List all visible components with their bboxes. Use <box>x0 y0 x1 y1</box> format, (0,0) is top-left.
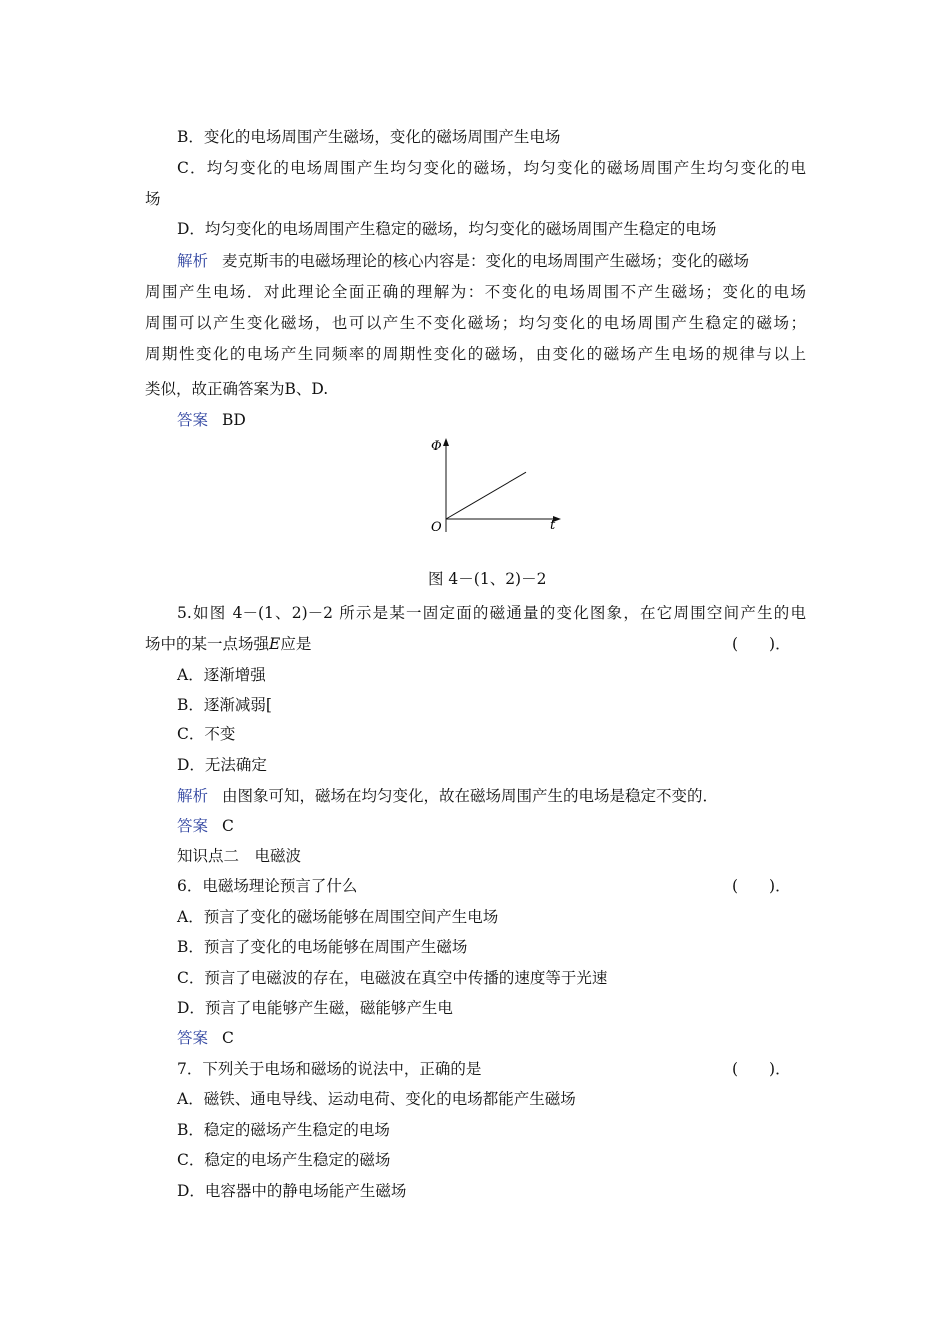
q5-option-b: B．逐渐减弱[ <box>177 696 272 714</box>
q4-option-c-line1: C．均匀变化的电场周围产生均匀变化的磁场，均匀变化的磁场周围产生均匀变化的电 <box>177 159 806 177</box>
q4-answer-value: BD <box>222 411 246 429</box>
figure-caption: 图 4－(1、2)－2 <box>428 570 547 588</box>
q7-option-b: B．稳定的磁场产生稳定的电场 <box>177 1121 390 1139</box>
q7-option-d: D．电容器中的静电场能产生磁场 <box>177 1182 407 1200</box>
y-axis-arrow <box>443 438 449 446</box>
q5-answer-value: C <box>222 817 234 835</box>
q6-option-d: D．预言了电能够产生磁，磁能够产生电 <box>177 999 453 1017</box>
q5-analysis-text: 由图象可知，磁场在均匀变化，故在磁场周围产生的电场是稳定不变的． <box>222 787 719 805</box>
q6-answer-line <box>177 1028 234 1048</box>
q7-stem: 7．下列关于电场和磁场的说法中，正确的是 <box>177 1060 482 1078</box>
q5-answer-line <box>177 816 234 836</box>
q6-stem: 6．电磁场理论预言了什么 <box>177 877 358 895</box>
q4-analysis-label: 解析 <box>177 252 209 270</box>
section-title: 知识点二 电磁波 <box>177 847 302 865</box>
q5-option-d: D．无法确定 <box>177 756 267 774</box>
x-axis-label: t <box>550 518 556 533</box>
q5-option-c: C．不变 <box>177 725 236 743</box>
series-line <box>446 472 526 519</box>
origin-label: O <box>431 520 442 535</box>
q4-answer-line <box>177 410 246 430</box>
q4-answer-label: 答案 <box>177 411 209 429</box>
q6-option-a: A．预言了变化的磁场能够在周围空间产生电场 <box>177 908 499 926</box>
q5-answer-paren: ( )． <box>732 635 791 653</box>
q5-stem-var: E <box>269 635 281 653</box>
q4-option-b: B．变化的电场周围产生磁场，变化的磁场周围产生电场 <box>177 128 561 146</box>
q4-analysis-line3: 周围可以产生变化磁场，也可以产生不变化磁场；均匀变化的电场周围产生稳定的磁场； <box>145 314 806 332</box>
q6-answer-label: 答案 <box>177 1029 209 1047</box>
q4-analysis-line1 <box>177 251 749 271</box>
q4-analysis-line5: 类似，故正确答案为B、D. <box>145 380 329 398</box>
y-axis-label: Φ <box>431 439 442 454</box>
q5-analysis-label: 解析 <box>177 787 209 805</box>
q7-option-a: A．磁铁、通电导线、运动电荷、变化的电场都能产生磁场 <box>177 1090 576 1108</box>
q6-answer-paren: ( )． <box>732 877 791 895</box>
q5-stem-line1: 5.如图 4－(1、2)－2 所示是某一固定面的磁通量的变化图象，在它周围空间产生的电 <box>177 604 806 622</box>
flux-time-graph <box>420 432 570 547</box>
q4-analysis-line4: 周期性变化的电场产生同频率的周期性变化的磁场，由变化的磁场产生电场的规律与以上 <box>145 345 806 363</box>
q6-answer-value: C <box>222 1029 234 1047</box>
q6-option-c: C．预言了电磁波的存在，电磁波在真空中传播的速度等于光速 <box>177 969 608 987</box>
q4-option-d: D．均匀变化的电场周围产生稳定的磁场，均匀变化的磁场周围产生稳定的电场 <box>177 220 717 238</box>
q7-option-c: C．稳定的电场产生稳定的磁场 <box>177 1151 391 1169</box>
q5-stem-pre: 场中的某一点场强 <box>145 635 270 653</box>
q6-option-b: B．预言了变化的电场能够在周围产生磁场 <box>177 938 468 956</box>
q7-answer-paren: ( )． <box>732 1060 791 1078</box>
q5-option-a: A．逐渐增强 <box>177 666 266 684</box>
q5-analysis-line <box>177 786 718 806</box>
q4-option-c-line2: 场 <box>145 190 161 208</box>
q5-answer-label: 答案 <box>177 817 209 835</box>
q4-analysis-line2: 周围产生电场．对此理论全面正确的理解为：不变化的电场周围不产生磁场；变化的电场 <box>145 283 806 301</box>
q4-analysis-text1: 麦克斯韦的电磁场理论的核心内容是：变化的电场周围产生磁场；变化的磁场 <box>222 252 750 270</box>
q5-stem-post: 应是 <box>280 635 312 653</box>
q5-stem-line2 <box>145 634 311 654</box>
